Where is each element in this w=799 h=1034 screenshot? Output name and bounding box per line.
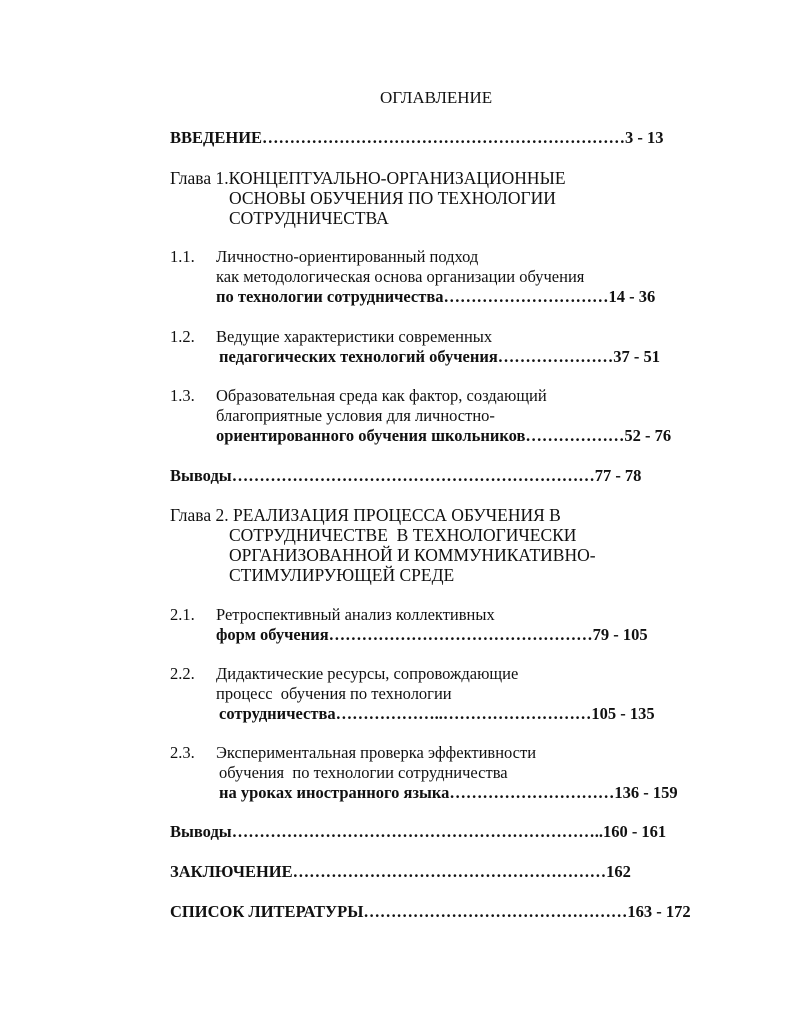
section-2-2-line-3: сотрудничества………………..………………………105 - 135 (219, 704, 655, 723)
section-1-1-line-1: Личностно-ориентированный подход (216, 247, 479, 266)
toc-title: ОГЛАВЛЕНИЕ (380, 88, 493, 107)
toc-entry-introduction: ВВЕДЕНИЕ…………………………………………………………3 - 13 (170, 128, 664, 147)
section-1-1-line-2: как методологическая основа организации обучения (216, 267, 585, 286)
section-1-1-number: 1.1. (170, 247, 195, 266)
section-1-1-line-3: по технологии сотрудничества…………………………14 - 36 (216, 287, 656, 306)
chapter-2-heading-line-1: Глава 2. РЕАЛИЗАЦИЯ ПРОЦЕССА ОБУЧЕНИЯ В (170, 505, 561, 525)
section-2-1-line-2: форм обучения…………………………………………79 - 105 (216, 625, 648, 644)
section-1-2-number: 1.2. (170, 327, 195, 346)
chapter-2-heading-line-4: СТИМУЛИРУЮЩЕЙ СРЕДЕ (229, 565, 455, 585)
section-2-2-number: 2.2. (170, 664, 195, 683)
section-1-3-line-2: благоприятные условия для личностно- (216, 406, 495, 425)
section-2-3-line-2: обучения по технологии сотрудничества (219, 763, 508, 782)
section-1-2-line-2: педагогических технологий обучения…………………37 - 51 (219, 347, 661, 366)
section-2-2-line-1: Дидактические ресурсы, сопровождающие (216, 664, 519, 683)
toc-entry-conclusions-1: Выводы…………………………………………………………77 - 78 (170, 466, 642, 485)
chapter-1-heading-line-1: Глава 1.КОНЦЕПТУАЛЬНО-ОРГАНИЗАЦИОННЫЕ (170, 168, 566, 188)
toc-entry-bibliography: СПИСОК ЛИТЕРАТУРЫ…………………………………………163 - 172 (170, 902, 691, 921)
section-1-2-line-1: Ведущие характеристики современных (216, 327, 493, 346)
section-2-1-line-1: Ретроспективный анализ коллективных (216, 605, 495, 624)
section-1-3-line-1: Образовательная среда как фактор, создающий (216, 386, 547, 405)
chapter-1-heading-line-2: ОСНОВЫ ОБУЧЕНИЯ ПО ТЕХНОЛОГИИ (229, 188, 556, 208)
section-1-3-number: 1.3. (170, 386, 195, 405)
toc-entry-conclusions-2: Выводы…………………………………………………………..160 - 161 (170, 822, 667, 841)
toc-entry-conclusion: ЗАКЛЮЧЕНИЕ…………………………………………………162 (170, 862, 631, 881)
section-2-2-line-2: процесс обучения по технологии (216, 684, 452, 703)
section-2-3-number: 2.3. (170, 743, 195, 762)
section-1-3-line-3: ориентированного обучения школьников………………52 - 76 (216, 426, 672, 445)
section-2-3-line-1: Экспериментальная проверка эффективности (216, 743, 537, 762)
chapter-2-heading-line-3: ОРГАНИЗОВАННОЙ И КОММУНИКАТИВНО- (229, 545, 596, 565)
chapter-2-heading-line-2: СОТРУДНИЧЕСТВЕ В ТЕХНОЛОГИЧЕСКИ (229, 525, 577, 545)
section-2-1-number: 2.1. (170, 605, 195, 624)
section-2-3-line-3: на уроках иностранного языка…………………………136 - 159 (219, 783, 678, 802)
chapter-1-heading-line-3: СОТРУДНИЧЕСТВА (229, 208, 389, 228)
